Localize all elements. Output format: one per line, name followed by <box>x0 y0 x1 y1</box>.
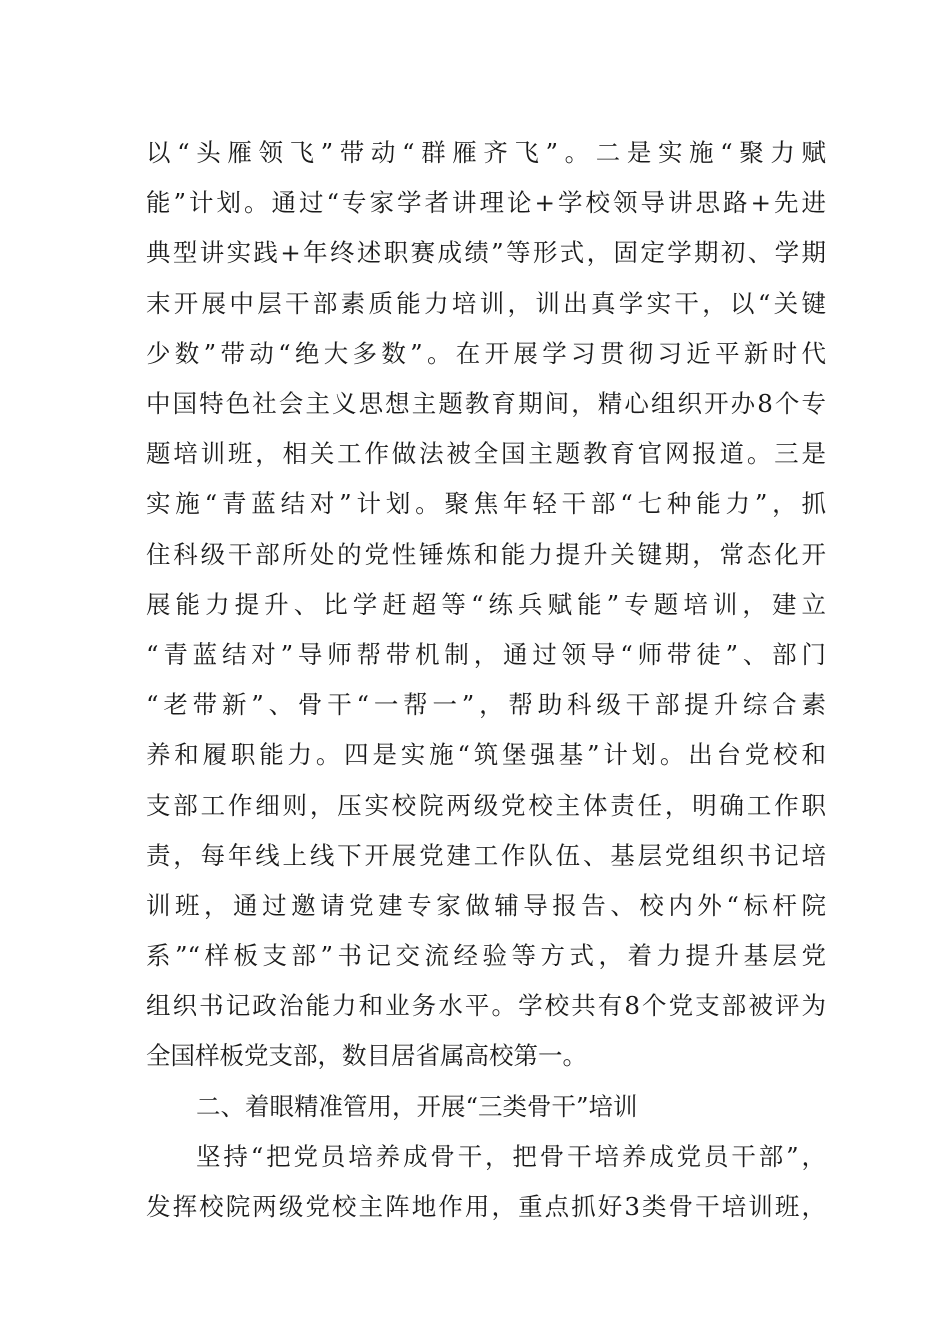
paragraph-line: 发挥校院两级党校主阵地作用，重点抓好3类骨干培训班， <box>146 1192 826 1221</box>
paragraph-line: 组织书记政治能力和业务水平。学校共有8个党支部被评为 <box>146 991 826 1020</box>
paragraph-line: 坚持“把党员培养成骨干，把骨干培养成党员干部”， <box>196 1142 826 1171</box>
paragraph-line: 少数”带动“绝大多数”。在开展学习贯彻习近平新时代 <box>146 339 826 368</box>
paragraph-line: 以“头雁领飞”带动“群雁齐飞”。二是实施“聚力赋 <box>146 138 826 167</box>
paragraph-line: 中国特色社会主义思想主题教育期间，精心组织开办8个专 <box>146 389 826 418</box>
paragraph-line: 支部工作细则，压实校院两级党校主体责任，明确工作职 <box>146 791 826 820</box>
paragraph-line: 能”计划。通过“专家学者讲理论+学校领导讲思路+先进 <box>146 188 826 217</box>
paragraph-line: 题培训班，相关工作做法被全国主题教育官网报道。三是 <box>146 439 826 468</box>
paragraph-line: 典型讲实践+年终述职赛成绩”等形式，固定学期初、学期 <box>146 238 826 267</box>
paragraph-line: 住科级干部所处的党性锤炼和能力提升关键期，常态化开 <box>146 540 826 569</box>
paragraph-line: 展能力提升、比学赶超等“练兵赋能”专题培训，建立 <box>146 590 826 619</box>
paragraph-line: 系”“样板支部”书记交流经验等方式，着力提升基层党 <box>146 941 826 970</box>
paragraph-line: 责，每年线上线下开展党建工作队伍、基层党组织书记培 <box>146 841 826 870</box>
paragraph-line: 末开展中层干部素质能力培训，训出真学实干，以“关键 <box>146 289 826 318</box>
paragraph-line: “青蓝结对”导师帮带机制，通过领导“师带徒”、部门 <box>146 640 826 669</box>
paragraph-line: 全国样板党支部，数目居省属高校第一。 <box>146 1041 587 1070</box>
section-heading: 二、着眼精准管用，开展“三类骨干”培训 <box>196 1092 638 1121</box>
paragraph-line: 实施“青蓝结对”计划。聚焦年轻干部“七种能力”，抓 <box>146 489 826 518</box>
paragraph-line: 养和履职能力。四是实施“筑堡强基”计划。出台党校和 <box>146 740 826 769</box>
paragraph-line: 训班，通过邀请党建专家做辅导报告、校内外“标杆院 <box>146 891 826 920</box>
paragraph-line: “老带新”、骨干“一帮一”，帮助科级干部提升综合素 <box>146 690 826 719</box>
